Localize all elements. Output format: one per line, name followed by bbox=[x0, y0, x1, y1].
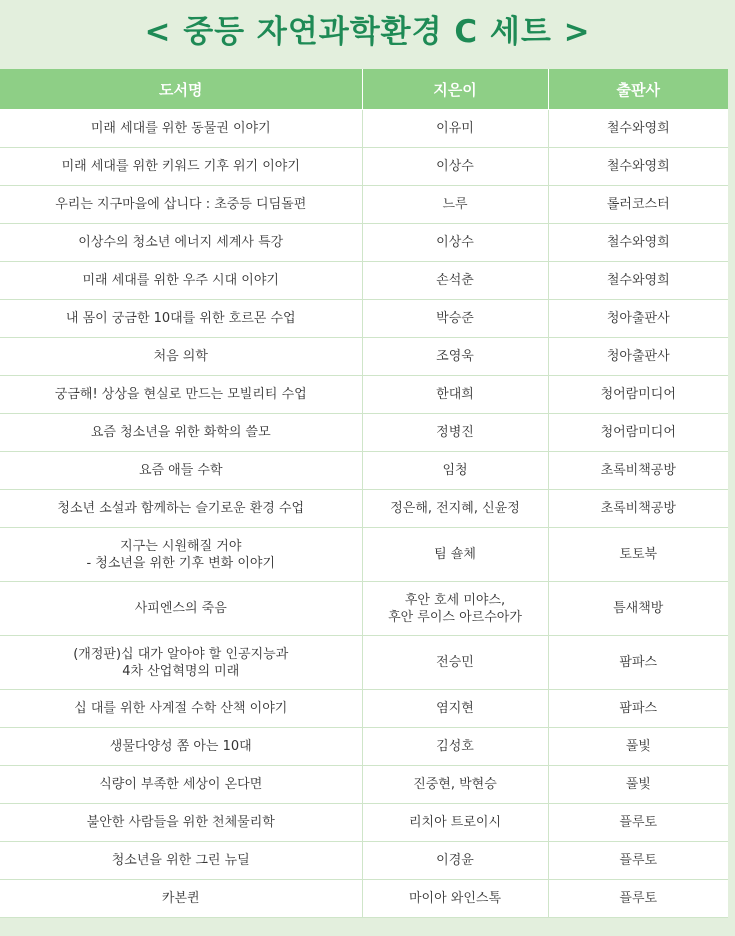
book-title-cell: 불안한 사람들을 위한 천체물리학 bbox=[0, 804, 362, 842]
table-row bbox=[0, 148, 728, 186]
publisher-cell: 철수와영희 bbox=[548, 110, 728, 148]
book-title-cell: 청소년을 위한 그린 뉴딜 bbox=[0, 842, 362, 880]
publisher-cell: 철수와영희 bbox=[548, 262, 728, 300]
publisher-cell: 철수와영희 bbox=[548, 224, 728, 262]
table-row bbox=[0, 490, 728, 528]
author-cell: 이경윤 bbox=[362, 842, 548, 880]
book-title-cell: 카본퀸 bbox=[0, 880, 362, 918]
table-row bbox=[0, 842, 728, 880]
author-cell: 이유미 bbox=[362, 110, 548, 148]
author-cell: 임청 bbox=[362, 452, 548, 490]
table-row bbox=[0, 804, 728, 842]
bottom-band bbox=[0, 918, 735, 936]
author-cell: 느루 bbox=[362, 186, 548, 224]
book-title-cell: 십 대를 위한 사계절 수학 산책 이야기 bbox=[0, 690, 362, 728]
book-title-cell: 내 몸이 궁금한 10대를 위한 호르몬 수업 bbox=[0, 300, 362, 338]
book-title-cell: 처음 의학 bbox=[0, 338, 362, 376]
header-title: 도서명 bbox=[0, 69, 362, 110]
book-title-cell: 미래 세대를 위한 우주 시대 이야기 bbox=[0, 262, 362, 300]
publisher-cell: 초록비책공방 bbox=[548, 490, 728, 528]
table-row bbox=[0, 582, 728, 636]
publisher-cell: 풀빛 bbox=[548, 728, 728, 766]
publisher-cell: 플루토 bbox=[548, 804, 728, 842]
publisher-cell: 팜파스 bbox=[548, 690, 728, 728]
publisher-cell: 풀빛 bbox=[548, 766, 728, 804]
table-body bbox=[0, 110, 728, 918]
publisher-cell: 플루토 bbox=[548, 880, 728, 918]
author-cell: 손석춘 bbox=[362, 262, 548, 300]
book-title-cell: 궁금해! 상상을 현실로 만드는 모빌리티 수업 bbox=[0, 376, 362, 414]
table-row bbox=[0, 376, 728, 414]
publisher-cell: 롤러코스터 bbox=[548, 186, 728, 224]
table-row bbox=[0, 414, 728, 452]
table-row bbox=[0, 338, 728, 376]
publisher-cell: 청아출판사 bbox=[548, 300, 728, 338]
table-header-row bbox=[0, 69, 728, 110]
book-title-cell: 지구는 시원해질 거야 - 청소년을 위한 기후 변화 이야기 bbox=[0, 528, 362, 582]
publisher-cell: 청어람미디어 bbox=[548, 376, 728, 414]
table-row bbox=[0, 452, 728, 490]
book-title-cell: 미래 세대를 위한 동물권 이야기 bbox=[0, 110, 362, 148]
publisher-cell: 철수와영희 bbox=[548, 148, 728, 186]
table-row bbox=[0, 766, 728, 804]
table-row bbox=[0, 300, 728, 338]
book-title-cell: 요즘 청소년을 위한 화학의 쓸모 bbox=[0, 414, 362, 452]
book-title-cell: 이상수의 청소년 에너지 세계사 특강 bbox=[0, 224, 362, 262]
author-cell: 팀 숄체 bbox=[362, 528, 548, 582]
book-title-cell: 생물다양성 쫌 아는 10대 bbox=[0, 728, 362, 766]
author-cell: 정병진 bbox=[362, 414, 548, 452]
table-row bbox=[0, 186, 728, 224]
author-cell: 정은해, 전지혜, 신윤정 bbox=[362, 490, 548, 528]
author-cell: 이상수 bbox=[362, 224, 548, 262]
author-cell: 진중현, 박현승 bbox=[362, 766, 548, 804]
publisher-cell: 팜파스 bbox=[548, 636, 728, 690]
page-title: < 중등 자연과학환경 C 세트 > bbox=[144, 14, 591, 50]
author-cell: 염지현 bbox=[362, 690, 548, 728]
author-cell: 한대희 bbox=[362, 376, 548, 414]
book-title-cell: 식량이 부족한 세상이 온다면 bbox=[0, 766, 362, 804]
author-cell: 조영욱 bbox=[362, 338, 548, 376]
publisher-cell: 초록비책공방 bbox=[548, 452, 728, 490]
publisher-cell: 청아출판사 bbox=[548, 338, 728, 376]
author-cell: 마이아 와인스톡 bbox=[362, 880, 548, 918]
author-cell: 전승민 bbox=[362, 636, 548, 690]
author-cell: 김성호 bbox=[362, 728, 548, 766]
book-title-cell: 우리는 지구마을에 삽니다 : 초중등 디딤돌편 bbox=[0, 186, 362, 224]
author-cell: 박승준 bbox=[362, 300, 548, 338]
book-title-cell: (개정판)십 대가 알아야 할 인공지능과 4차 산업혁명의 미래 bbox=[0, 636, 362, 690]
table-row bbox=[0, 528, 728, 582]
table-row bbox=[0, 690, 728, 728]
table-row bbox=[0, 728, 728, 766]
header-author: 지은이 bbox=[362, 69, 548, 110]
table-row bbox=[0, 110, 728, 148]
book-table bbox=[0, 69, 728, 918]
book-title-cell: 사피엔스의 죽음 bbox=[0, 582, 362, 636]
book-title-cell: 요즘 애들 수학 bbox=[0, 452, 362, 490]
author-cell: 이상수 bbox=[362, 148, 548, 186]
publisher-cell: 플루토 bbox=[548, 842, 728, 880]
book-title-cell: 미래 세대를 위한 키워드 기후 위기 이야기 bbox=[0, 148, 362, 186]
author-cell: 후안 호세 미야스, 후안 루이스 아르수아가 bbox=[362, 582, 548, 636]
table-row bbox=[0, 880, 728, 918]
table-row bbox=[0, 262, 728, 300]
table-row bbox=[0, 636, 728, 690]
publisher-cell: 토토북 bbox=[548, 528, 728, 582]
table-row bbox=[0, 224, 728, 262]
publisher-cell: 청어람미디어 bbox=[548, 414, 728, 452]
book-title-cell: 청소년 소설과 함께하는 슬기로운 환경 수업 bbox=[0, 490, 362, 528]
header-publisher: 출판사 bbox=[548, 69, 728, 110]
publisher-cell: 틈새책방 bbox=[548, 582, 728, 636]
author-cell: 리치아 트로이시 bbox=[362, 804, 548, 842]
